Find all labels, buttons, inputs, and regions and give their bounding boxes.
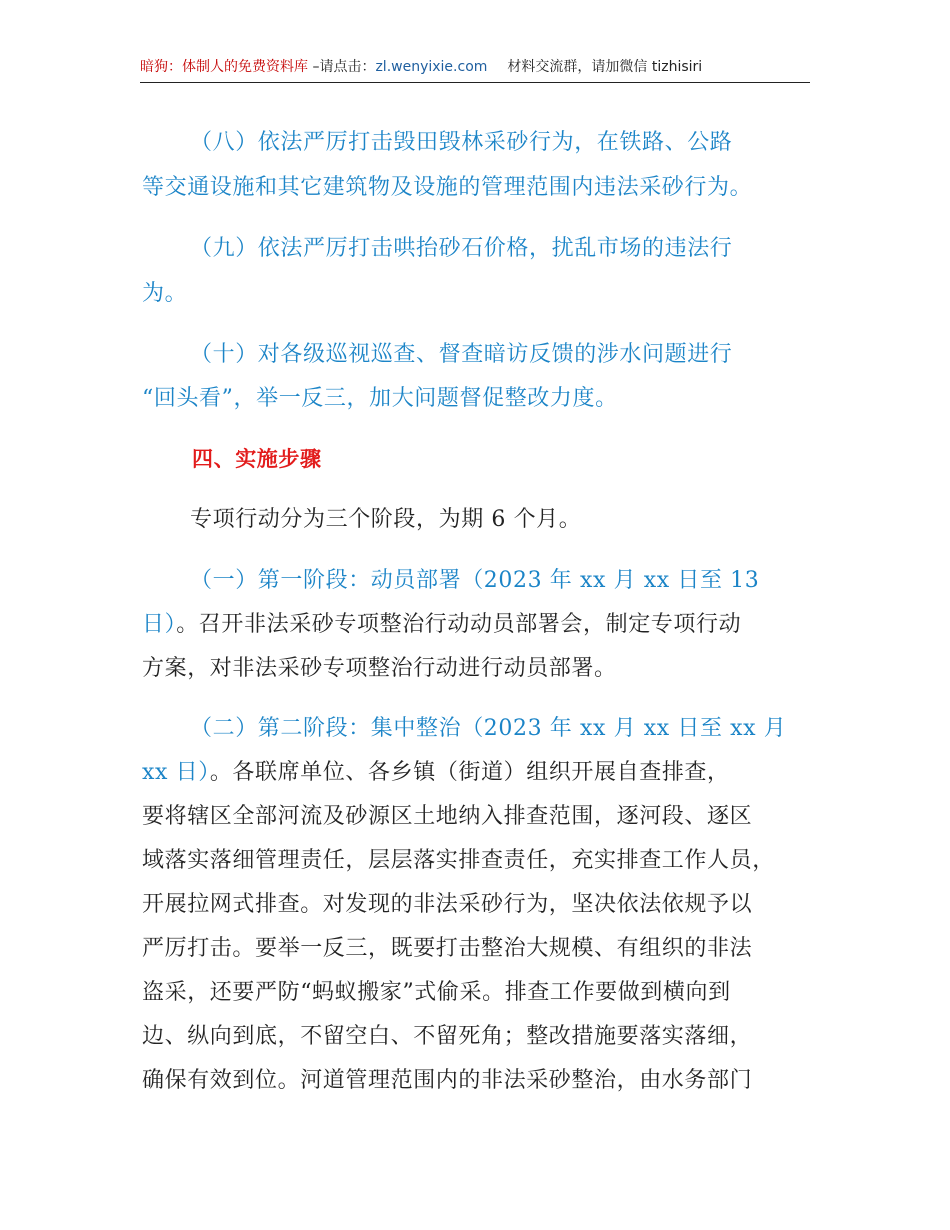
stage-2-date-end: xx 日）	[142, 760, 210, 785]
stage-1-line-3: 方案，对非法采砂专项整治行动进行动员部署。	[142, 656, 617, 681]
stage-1-description: 。召开非法采砂专项整治行动动员部署会，制定专项行动	[176, 612, 742, 637]
item-9-line-1: （九）依法严厉打击哄抬砂石价格，扰乱市场的违法行	[190, 236, 733, 261]
header-prompt: –请点击：	[308, 59, 376, 75]
stage-2-line-4: 域落实落细管理责任，层层落实排查责任，充实排查工作人员，	[142, 848, 775, 873]
item-9-line-2: 为。	[142, 281, 188, 306]
stage-2-line-7: 盗采，还要严防“蚂蚁搬家”式偷采。排查工作要做到横向到	[142, 980, 731, 1005]
stage-1-line-1: （一）第一阶段：动员部署（2023 年 xx 月 xx 日至 13	[190, 568, 760, 593]
header-link[interactable]: zl.wenyixie.com	[375, 59, 488, 75]
stage-2-line-5: 开展拉网式排查。对发现的非法采砂行为，坚决依法依规予以	[142, 892, 753, 917]
item-8-line-1: （八）依法严厉打击毁田毁林采砂行为，在铁路、公路	[190, 130, 733, 155]
stage-1-line-2	[142, 610, 741, 640]
header-brand: 暗狗：体制人的免费资料库	[140, 59, 308, 75]
section-4-heading: 四、实施步骤	[192, 447, 322, 471]
stage-2-line-1: （二）第二阶段：集中整治（2023 年 xx 月 xx 日至 xx 月	[190, 716, 787, 741]
stage-2-line-3: 要将辖区全部河流及砂源区土地纳入排查范围，逐河段、逐区	[142, 804, 753, 829]
stage-2-description: 。各联席单位、各乡镇（街道）组织开展自查排查，	[209, 760, 730, 785]
stage-2-line-8: 边、纵向到底，不留空白、不留死角；整改措施要落实落细，	[142, 1024, 753, 1049]
section-4-intro: 专项行动分为三个阶段，为期 6 个月。	[190, 507, 582, 532]
item-10-line-2: “回头看”，举一反三，加大问题督促整改力度。	[142, 386, 618, 411]
stage-2-line-6: 严厉打击。要举一反三，既要打击整治大规模、有组织的非法	[142, 936, 753, 961]
page-header	[140, 56, 810, 83]
stage-2-line-9: 确保有效到位。河道管理范围内的非法采砂整治，由水务部门	[142, 1068, 753, 1093]
stage-1-date-end: 日）	[142, 612, 177, 637]
item-8-line-2: 等交通设施和其它建筑物及设施的管理范围内违法采砂行为。	[142, 175, 753, 200]
stage-2-line-2	[142, 758, 730, 788]
item-10-line-1: （十）对各级巡视巡查、督查暗访反馈的涉水问题进行	[190, 342, 733, 367]
header-contact: 材料交流群，请加微信 tizhisiri	[507, 59, 703, 75]
